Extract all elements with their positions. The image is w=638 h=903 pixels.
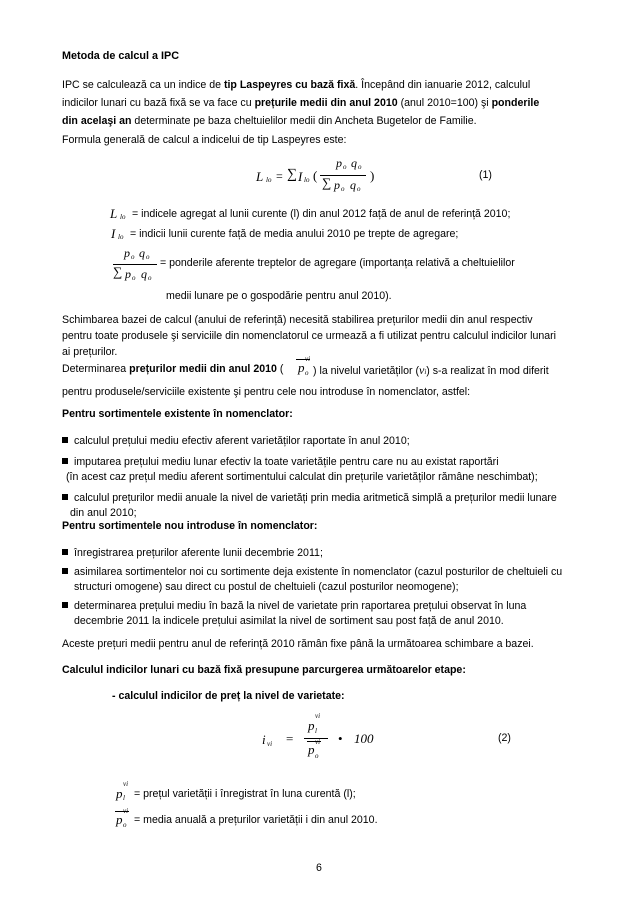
text: Determinarea (62, 363, 130, 375)
definition-pl (110, 782, 580, 802)
math-sup: vi (315, 712, 321, 720)
text: imputarea prețului mediu lunar efectiv la toate varietățile pentru care nu au existat raportări (74, 456, 499, 468)
text: pentru produsele/serviciile existente şi pentru cele nou introduse în nomenclator, astfel: (62, 386, 471, 398)
math-p: p (336, 156, 342, 170)
math-sub: o (123, 821, 127, 829)
text: determinarea prețului mediu în bază la nivel de varietate prin raportarea prețului observat în luna (74, 600, 527, 612)
text: indicilor lunari cu bază fixă se va face cu (62, 97, 255, 109)
square-bullet-icon (62, 549, 68, 555)
definition-text: = indicii lunii curente față de media anului 2010 pe trepte de agregare; (130, 228, 459, 240)
intro-paragraph (62, 76, 578, 130)
math-L: L (110, 206, 118, 221)
math-sub: o (358, 163, 362, 171)
section-existing-list (62, 434, 582, 521)
math-sum: ∑ (287, 167, 297, 182)
base-change-paragraph (62, 312, 578, 360)
math-sub: o (131, 253, 135, 261)
text: Schimbarea bazei de calcul (anului de referință) necesită stabilirea prețurilor medii din anul respectiv (62, 314, 533, 326)
list-item (62, 546, 582, 561)
section-new-title: Pentru sortimentele nou introduse în nomenclator: (62, 520, 318, 532)
math-sub: lo (118, 233, 124, 241)
definition-text: = media anuală a prețurilor varietății i din anul 2010. (134, 814, 378, 826)
math-p: p (116, 812, 123, 827)
step-1: - calculul indicilor de preț la nivel de varietate: (112, 690, 345, 702)
bold-text: ponderile (491, 97, 540, 109)
math-sub: o (305, 369, 309, 377)
math-I: I (298, 169, 303, 184)
equation-number: (1) (479, 169, 492, 181)
definition-text: medii lunare pe o gospodărie pentru anul 2010). (166, 290, 392, 302)
definition-text: = prețul varietății i înregistrat în luna curentă (l); (134, 788, 356, 800)
text: decembrie 2011 la indicele prețului asimilat la nivel de sortiment sau post față de anul 2010. (74, 615, 504, 627)
definition-text: = indicele agregat al lunii curente (l) din anul 2012 față de anul de referință 2010; (132, 208, 511, 220)
list-item (62, 434, 582, 449)
section-new-list (62, 546, 582, 629)
math-sub: l (315, 727, 317, 735)
text: înregistrarea prețurilor aferente lunii decembrie 2011; (74, 547, 323, 559)
math-sub: o (341, 185, 345, 193)
formula-1 (250, 158, 580, 198)
math-q: q (141, 267, 147, 281)
math-p: p (125, 267, 131, 281)
text: (anul 2010=100) şi (397, 97, 492, 109)
math-sub: o (357, 185, 361, 193)
math-p: p (334, 178, 340, 192)
math-paren: ( (313, 168, 318, 183)
math-sub: o (315, 752, 319, 760)
math-eq: = (286, 731, 294, 746)
math-sub: i (424, 368, 427, 376)
definition-text: = ponderile aferente treptelor de agregare (importanța relativă a cheltuielilor (160, 257, 515, 269)
bold-text: tip Laspeyres cu bază fixă (223, 79, 356, 91)
text: determinate pe baza cheltuielilor medii din Ancheta Bugetelor de Familie. (131, 115, 477, 127)
math-p: p (116, 786, 123, 801)
math-eq: = (276, 169, 283, 183)
math-sub: o (132, 274, 136, 282)
math-p: p (308, 742, 315, 757)
math-sup: vi (123, 807, 129, 815)
math-sub: o (146, 253, 150, 261)
math-sub: lo (304, 176, 310, 184)
text: calculul prețului mediu efectiv aferent varietăților raportate în anul 2010; (74, 435, 410, 447)
square-bullet-icon (62, 602, 68, 608)
math-q: q (351, 156, 357, 170)
math-p: p (308, 718, 315, 733)
text: IPC se calculează ca un indice de (62, 79, 224, 91)
definition-po (110, 808, 580, 830)
square-bullet-icon (62, 568, 68, 574)
math-sub: o (148, 274, 152, 282)
text: ai prețurilor. (62, 346, 118, 358)
math-sub: o (343, 163, 347, 171)
math-v: v (418, 363, 425, 377)
math-sub: vi (267, 740, 273, 748)
formula-2 (250, 712, 580, 772)
math-sub: lo (266, 176, 272, 184)
text: . Începând din ianuarie 2012, calculul (355, 79, 531, 91)
math-q: q (350, 178, 356, 192)
list-item (62, 565, 582, 580)
math-I: I (111, 226, 116, 241)
math-sub: lo (120, 213, 126, 221)
square-bullet-icon (62, 437, 68, 443)
bold-text: din acelaşi an (62, 115, 132, 127)
math-i: i (262, 732, 266, 747)
math-p: p (124, 246, 130, 260)
page-number: 6 (316, 862, 322, 874)
bold-text: prețurile medii din anul 2010 (254, 97, 398, 109)
fixed-prices-note: Aceste prețuri medii pentru anul de referință 2010 rămân fixe până la următoarea schimbare a bazei. (62, 638, 534, 650)
math-paren: ) (370, 168, 375, 183)
math-100: 100 (354, 731, 374, 746)
definition-I (110, 226, 590, 246)
steps-intro: Calculul indicilor lunari cu bază fixă presupune parcurgerea următoarelor etape: (62, 664, 466, 676)
list-item (62, 599, 582, 614)
section-heading: Metoda de calcul a IPC (62, 50, 179, 62)
math-sup: vi (315, 738, 321, 746)
math-sub: l (123, 794, 125, 802)
definition-L (110, 206, 590, 226)
section-existing-title: Pentru sortimentele existente în nomenclator: (62, 408, 293, 420)
formula-intro: Formula generală de calcul a indicelui de tip Laspeyres este: (62, 134, 347, 146)
equation-number: (2) (498, 732, 511, 744)
square-bullet-icon (62, 494, 68, 500)
text: pentru toate produsele şi serviciile din nomenclatorul ce urmează a fi utilizat pentru calculul indicilor lunari (62, 330, 557, 342)
list-item (62, 455, 582, 470)
math-dot: • (338, 731, 343, 746)
math-sum: ∑ (113, 264, 123, 279)
math-sup: vi (123, 780, 129, 788)
text: calculul prețurilor medii anuale la nivel de varietăți prin media aritmetică simplă a prețurilor medii lunare (74, 492, 557, 504)
math-L: L (256, 169, 264, 184)
text: ) s-a realizat în mod diferit (426, 365, 549, 377)
text: ( (276, 363, 284, 375)
definition-weights (110, 244, 590, 300)
text: asimilarea sortimentelor noi cu sortimente deja existente în nomenclator (cazul posturilor de cheltuieli cu (74, 566, 563, 578)
text: (în acest caz prețul mediu aferent sortimentului calculat din prețurile varietăților rămâne neschimbat); (66, 471, 538, 483)
math-q: q (139, 246, 145, 260)
text: ) la nivelul varietăților ( (313, 365, 419, 377)
square-bullet-icon (62, 458, 68, 464)
math-sup: vi (305, 355, 311, 363)
determination-paragraph (62, 355, 582, 404)
list-item (62, 491, 582, 506)
bold-text: prețurilor medii din anul 2010 (129, 363, 277, 375)
text: structuri omogene) sau direct cu postul de cheltuieli (cazul posturilor neomogene); (74, 581, 459, 593)
text: din anul 2010; (70, 507, 137, 519)
math-sum: ∑ (322, 175, 332, 190)
math-p: p (298, 360, 305, 375)
